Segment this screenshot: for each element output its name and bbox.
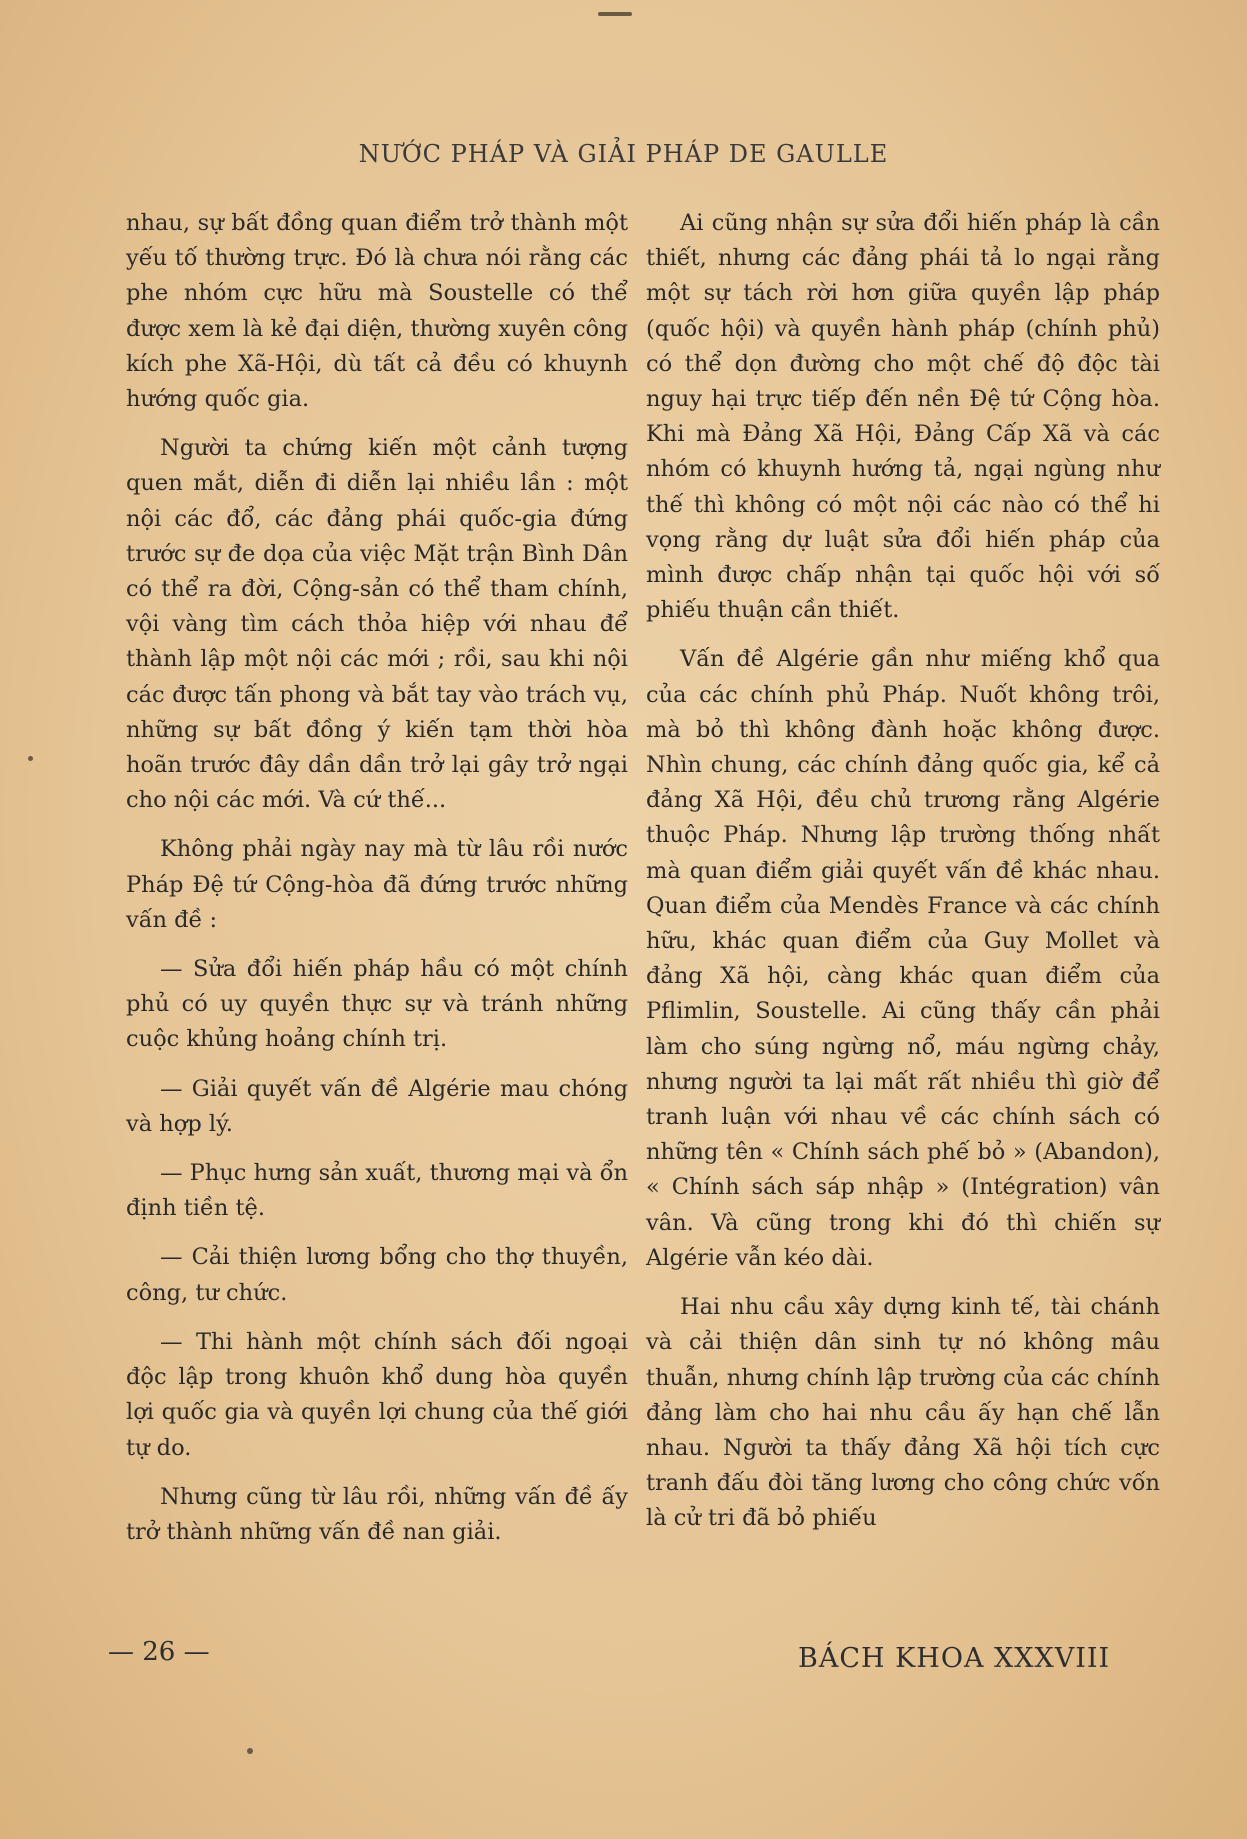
paragraph: nhau, sự bất đồng quan điểm trở thành một yếu tố thường trực. Đó là chưa nói rằng các phe nhóm cực hữu mà Soustelle có thể được xem là kẻ đại diện, thường xuyên công kích phe Xã-Hội, dù tất cả đều có khuynh hướng quốc gia. [126,210,628,413]
paragraph: Vấn đề Algérie gần như miếng khổ qua của các chính phủ Pháp. Nuốt không trôi, mà bỏ thì không đành hoặc không được. Nhìn chung, các chính đảng quốc gia, kể cả đảng Xã Hội, đều chủ trương rằng Algérie thuộc Pháp. Nhưng lập trường thống nhất mà quan điểm giải quyết vấn đề khác nhau. Quan điểm của Mendès France và các chính hữu, khác quan điểm của Guy Mollet và đảng Xã hội, càng khác quan điểm của Pflimlin, Soustelle. Ai cũng thấy cần phải làm cho súng ngừng nổ, máu ngừng chảy, nhưng người ta lại mất rất nhiều thì giờ để tranh luận với nhau về các chính sách có những tên « Chính sách phế bỏ » (Abandon), « Chính sách sáp nhập » (Intégration) vân vân. Và cũng trong khi đó thì chiến sự Algérie vẫn kéo dài. [646,646,1160,1271]
list-item: — Cải thiện lương bổng cho thợ thuyền, công, tư chức. [126,1244,628,1306]
paragraph: Ai cũng nhận sự sửa đổi hiến pháp là cần thiết, nhưng các đảng phái tả lo ngại rằng một sự tách rời hơn giữa quyền lập pháp (quốc hội) và quyền hành pháp (chính phủ) có thể dọn đường cho một chế độ độc tài nguy hại trực tiếp đến nền Đệ tứ Cộng hòa. Khi mà Đảng Xã Hội, Đảng Cấp Xã và các nhóm có khuynh hướng tả, ngại ngùng như thế thì không có một nội các nào có thể hi vọng rằng dự luật sửa đổi hiến pháp của mình được chấp nhận tại quốc hội với số phiếu thuận cần thiết. [646,210,1160,624]
paper-speck [598,12,632,16]
list-item: — Thi hành một chính sách đối ngoại độc lập trong khuôn khổ dung hòa quyền lợi quốc gia và quyền lợi chung của thế giới tự do. [126,1328,628,1461]
paragraph: Người ta chứng kiến một cảnh tượng quen mắt, diễn đi diễn lại nhiều lần : một nội các đổ, các đảng phái quốc-gia đứng trước sự đe dọa của việc Mặt trận Bình Dân có thể ra đời, Cộng-sản có thể tham chính, vội vàng tìm cách thỏa hiệp với nhau để thành lập một nội các mới ; rồi, sau khi nội các được tấn phong và bắt tay vào trách vụ, những sự bất đồng ý kiến tạm thời hòa hoãn trước đây dần dần trở lại gây trở ngại cho nội các mới. Và cứ thế... [126,435,628,814]
list-item: — Giải quyết vấn đề Algérie mau chóng và hợp lý. [126,1075,628,1137]
paragraph: Hai nhu cầu xây dựng kinh tế, tài chánh và cải thiện dân sinh tự nó không mâu thuẫn, nhưng chính lập trường của các chính đảng làm cho hai nhu cầu ấy hạn chế lẫn nhau. Người ta thấy đảng Xã hội tích cực tranh đấu đòi tăng lương cho công chức vốn là cử tri đã bỏ phiếu [646,1294,1160,1532]
paper-speck [28,756,33,761]
left-column [126,206,628,1564]
right-column [646,206,1160,1551]
list-item: — Sửa đổi hiến pháp hầu có một chính phủ có uy quyền thực sự và tránh những cuộc khủng hoảng chính trị. [126,956,628,1053]
paragraph: Nhưng cũng từ lâu rồi, những vấn đề ấy trở thành những vấn đề nan giải. [126,1483,628,1545]
running-header: NƯỚC PHÁP VÀ GIẢI PHÁP DE GAULLE [358,140,889,168]
page-number: — 26 — [108,1637,210,1667]
paper-speck [247,1748,253,1754]
publication-name: BÁCH KHOA XXXVIII [798,1643,1111,1674]
list-item: — Phục hưng sản xuất, thương mại và ổn định tiền tệ. [126,1160,628,1222]
paragraph: Không phải ngày nay mà từ lâu rồi nước Pháp Đệ tứ Cộng-hòa đã đứng trước những vấn đề : [126,836,628,933]
